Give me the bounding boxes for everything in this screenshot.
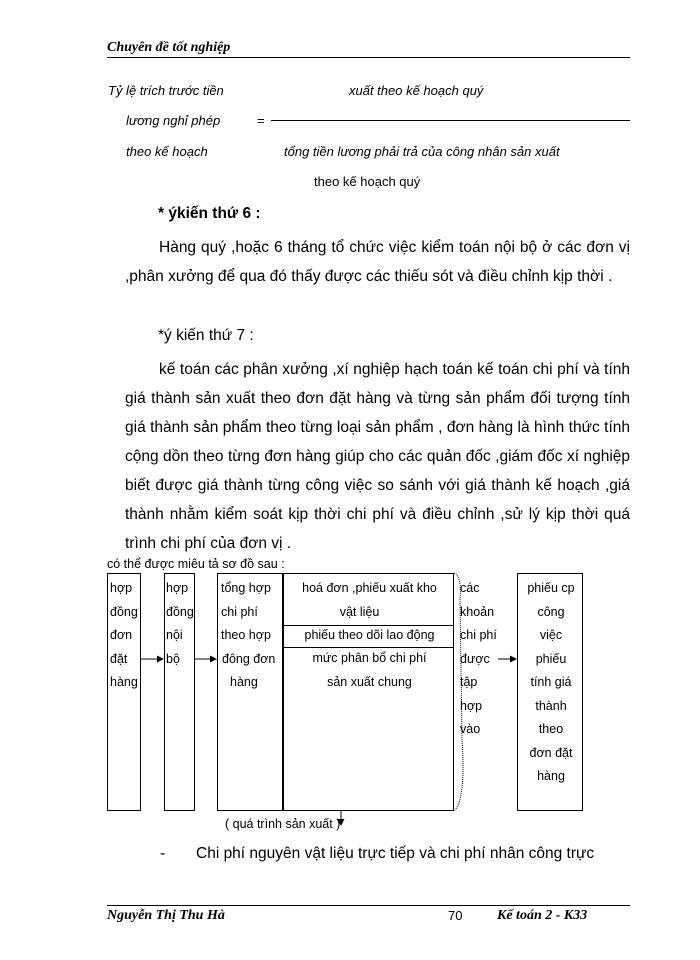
col4-line: hoá đơn ,phiếu xuất kho xyxy=(302,581,437,595)
col6-text xyxy=(518,577,584,789)
col4-row1-text xyxy=(284,577,455,624)
col6-line: việc xyxy=(539,628,563,642)
col1-line: đơn xyxy=(110,628,133,642)
col1-line: hàng xyxy=(110,675,138,689)
col3-text xyxy=(221,577,275,695)
col2-text xyxy=(166,577,194,671)
col6-line: theo xyxy=(538,722,564,736)
col6-line: phiếu cp xyxy=(527,581,575,595)
col5-line: được xyxy=(460,651,490,666)
col5-line: hợp xyxy=(460,698,483,713)
col5-line: tập xyxy=(460,675,478,689)
col1-line: đồng xyxy=(110,604,138,619)
col5-line: các xyxy=(460,581,480,595)
formula-denominator-line1: tổng tiền lương phải trả của công nhân sản xuất xyxy=(284,144,560,159)
col6-line: tính giá xyxy=(530,675,572,689)
process-label: ( quá trình sản xuất ) xyxy=(225,817,341,831)
col6-line: đơn đặt xyxy=(529,745,573,760)
col5-line: khoản xyxy=(460,604,495,619)
col4-line: vật liệu xyxy=(339,604,380,619)
formula-left-line3: theo kế hoạch xyxy=(126,144,208,159)
col5-text xyxy=(460,577,497,742)
opinion7-body: kế toán các phân xưởng ,xí nghiệp hạch toán kế toán chi phí và tính giá thành sản xuất theo đơn đặt hàng và từng sản phẩm đối tượng tính giá thành sản phẩm theo từng loại sản phẩm , đơn hàng là hình thức tính cộng dồn theo từng đơn hàng giúp cho các quản đốc ,giám đốc xí nghiệp biết được giá thành từng công việc so sánh với giá thành kế hoạch ,giá thành nhằm kiểm soát kịp thời chi phí và điều chỉnh ,sử lý kịp thời quá trình chi phí của đơn vị . xyxy=(125,361,630,552)
footer-class: Kế toán 2 - K33 xyxy=(497,908,588,923)
col6-line: công xyxy=(537,604,565,619)
bullet-dash: - xyxy=(160,845,166,862)
formula-left-line2: lương nghỉ phép xyxy=(126,113,221,128)
col3-line: đông đơn xyxy=(222,651,276,666)
col1-text xyxy=(110,577,138,695)
col4-row2-text xyxy=(284,624,455,648)
formula-numerator: xuất theo kế hoạch quý xyxy=(349,83,484,98)
col4-line: sản xuất chung xyxy=(327,674,412,689)
col3-line: chi phí xyxy=(221,604,258,619)
formula-denominator-line2: theo kế hoạch quý xyxy=(314,174,421,189)
footer-page-number: 70 xyxy=(448,908,463,923)
header-title: Chuyên đề tốt nghiệp xyxy=(107,40,231,55)
footer-author: Nguyễn Thị Thu Hà xyxy=(107,908,225,923)
col4-line: phiếu theo dõi lao động xyxy=(304,628,435,642)
col5-line: chi phí xyxy=(460,628,497,642)
col2-line: nội xyxy=(166,628,183,642)
col5-line: vào xyxy=(460,722,481,736)
col2-line: hợp xyxy=(166,581,189,595)
col3-line: hàng xyxy=(230,675,258,689)
col2-line: bộ xyxy=(166,651,180,666)
opinion6-body: Hàng quý ,hoặc 6 tháng tổ chức việc kiểm toán nội bộ ở các đơn vị ,phân xưởng để qua đó thấy được các thiếu sót và điều chỉnh kịp thời . xyxy=(125,239,630,285)
formula-equals: = xyxy=(257,113,265,128)
col2-line: đồng xyxy=(166,604,194,619)
col1-line: hợp xyxy=(110,581,133,595)
col4-row3-text xyxy=(284,647,455,694)
bullet-text: Chi phí nguyên vật liệu trực tiếp và chi phí nhân công trực xyxy=(196,845,595,862)
col6-line: thành xyxy=(535,698,567,713)
footer-rule xyxy=(107,905,630,906)
opinion6-heading: * ýkiến thứ 6 : xyxy=(158,205,261,222)
col3-line: tổng hợp xyxy=(221,581,271,595)
formula-left-line1: Tỷ lệ trích trước tiền xyxy=(108,83,224,98)
col4-line: mức phân bổ chi phí xyxy=(312,651,427,665)
col3-line: theo hợp xyxy=(221,628,271,642)
opinion7-heading: *ý kiến thứ 7 : xyxy=(158,327,254,344)
col6-line: hàng xyxy=(537,769,565,783)
col1-line: đặt xyxy=(110,651,128,666)
col6-line: phiếu xyxy=(535,651,567,666)
diagram-caption: có thể được miêu tả sơ đồ sau : xyxy=(107,557,285,571)
